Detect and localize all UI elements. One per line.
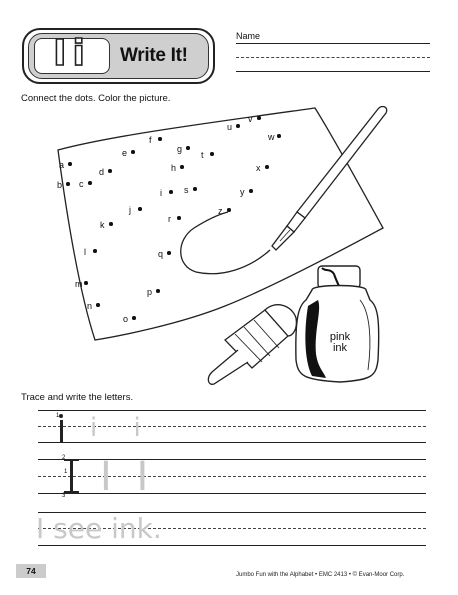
dot-label-a: a bbox=[59, 160, 65, 170]
stroke-number: 2 bbox=[62, 455, 66, 461]
row2-baseline[interactable] bbox=[38, 493, 426, 494]
dot-label-f: f bbox=[149, 135, 152, 145]
dot-k bbox=[109, 222, 113, 226]
dot-r bbox=[177, 216, 181, 220]
stroke-number: 1 bbox=[64, 469, 68, 475]
dot-c bbox=[88, 181, 92, 185]
dot-f bbox=[158, 137, 162, 141]
dot-w bbox=[277, 134, 281, 138]
dot-label-y: y bbox=[240, 187, 245, 197]
dot-label-x: x bbox=[256, 163, 261, 173]
row1-topline bbox=[38, 410, 426, 411]
dot-label-s: s bbox=[184, 185, 189, 195]
dot-label-w: w bbox=[268, 132, 275, 142]
dot-h bbox=[180, 165, 184, 169]
dot-label-t: t bbox=[201, 150, 204, 160]
dot-m bbox=[84, 281, 88, 285]
dot-label-o: o bbox=[123, 314, 129, 324]
dot-label-d: d bbox=[99, 167, 105, 177]
dot-label-z: z bbox=[218, 206, 223, 216]
dot-j bbox=[138, 207, 142, 211]
page-title: Write It! bbox=[120, 45, 188, 66]
dot-label-k: k bbox=[100, 220, 105, 230]
row2-midline bbox=[38, 476, 426, 477]
dot-u bbox=[236, 124, 240, 128]
dot-label-q: q bbox=[158, 249, 164, 259]
dot-label-e: e bbox=[122, 148, 128, 158]
row2-topline bbox=[38, 459, 426, 460]
trace-instruction: Trace and write the letters. bbox=[21, 392, 134, 403]
letter-pair: Ii bbox=[53, 33, 91, 74]
row2-trace-letters: I I bbox=[100, 454, 155, 500]
dot-s bbox=[193, 187, 197, 191]
dot-y bbox=[249, 189, 253, 193]
dot-b bbox=[66, 182, 70, 186]
dot-o bbox=[132, 316, 136, 320]
dot-x bbox=[265, 165, 269, 169]
dot-e bbox=[131, 150, 135, 154]
row1-model-i-dot bbox=[59, 414, 63, 418]
dot-label-n: n bbox=[87, 301, 93, 311]
dot-label-l: l bbox=[84, 247, 86, 257]
dot-label-u: u bbox=[227, 122, 233, 132]
dot-label-i: i bbox=[160, 188, 162, 198]
dot-label-m: m bbox=[75, 279, 83, 289]
dot-label-c: c bbox=[79, 179, 84, 189]
dot-a bbox=[68, 162, 72, 166]
dot-q bbox=[167, 251, 171, 255]
dot-p bbox=[156, 289, 160, 293]
page-number: 74 bbox=[16, 564, 46, 578]
dot-d bbox=[108, 169, 112, 173]
row1-model-i-stem bbox=[60, 420, 63, 442]
dot-label-g: g bbox=[177, 144, 183, 154]
ink-label-line2: ink bbox=[332, 342, 348, 354]
dot-z bbox=[227, 208, 231, 212]
ink-label-line1: pink bbox=[329, 331, 351, 343]
dot-label-r: r bbox=[168, 214, 171, 224]
dot-label-b: b bbox=[57, 180, 63, 190]
row2-model-I-top bbox=[64, 459, 79, 461]
stroke-number: 3 bbox=[62, 493, 66, 499]
stroke-number: 1 bbox=[56, 413, 60, 419]
row2-model-I-stem bbox=[70, 460, 73, 493]
dot-n bbox=[96, 303, 100, 307]
dot-g bbox=[186, 146, 190, 150]
dot-label-h: h bbox=[171, 163, 177, 173]
row3-trace-sentence: I see ink. bbox=[36, 512, 162, 545]
dots-instruction: Connect the dots. Color the picture. bbox=[21, 93, 171, 104]
dot-label-p: p bbox=[147, 287, 153, 297]
dot-t bbox=[210, 152, 214, 156]
dot-v bbox=[257, 116, 261, 120]
dot-label-j: j bbox=[129, 205, 131, 215]
dot-l bbox=[93, 249, 97, 253]
row2-model-I-bottom bbox=[64, 491, 79, 493]
row1-trace-letters: i i bbox=[90, 413, 155, 443]
name-label: Name bbox=[236, 31, 261, 41]
footer-credit: Jumbo Fun with the Alphabet • EMC 2413 • © Evan-Moor Corp. bbox=[236, 572, 405, 578]
dot-label-v: v bbox=[248, 114, 253, 124]
dot-i bbox=[169, 190, 173, 194]
